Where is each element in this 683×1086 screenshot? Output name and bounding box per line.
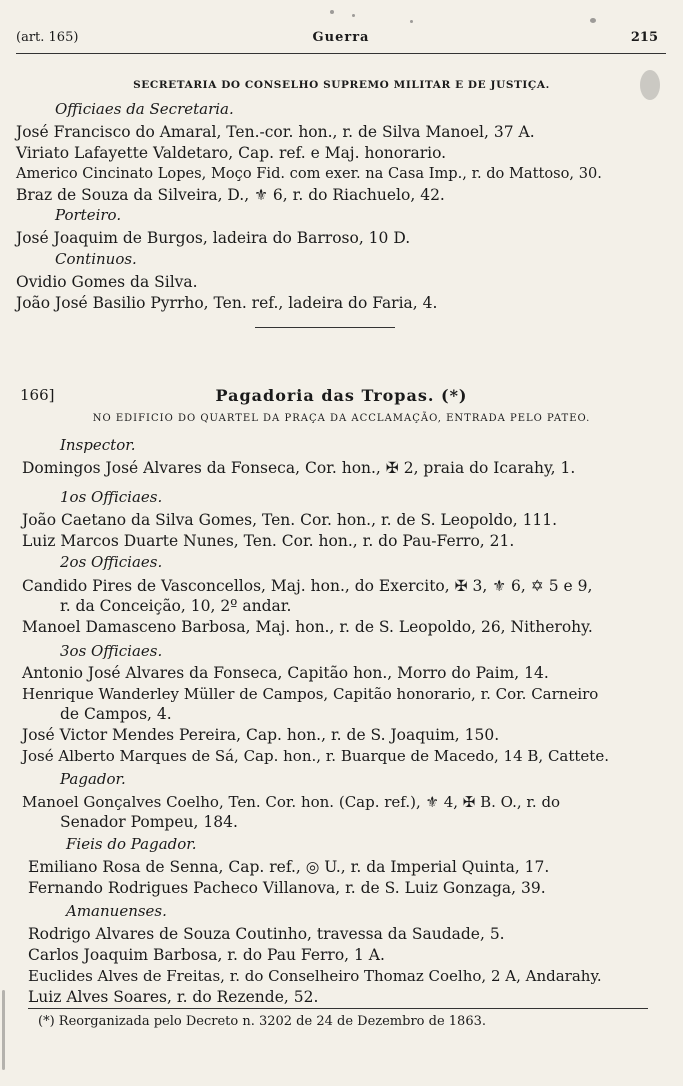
list-item-continuation: Senador Pompeu, 184. [60,813,238,831]
list-item: João José Basilio Pyrrho, Ten. ref., ladeira do Faria, 4. [16,294,438,312]
role-terceiros-officiaes: 3os Officiaes. [60,642,163,660]
list-item: Domingos José Alvares da Fonseca, Cor. hon., ✠ 2, praia do Icarahy, 1. [22,459,576,477]
ink-speck [330,10,334,14]
section-address: NO EDIFICIO DO QUARTEL DA PRAÇA DA ACCLAMAÇÃO, ENTRADA PELO PATEO. [92,413,591,424]
header-title: Guerra [312,30,370,45]
role-segundos-officiaes: 2os Officiaes. [60,553,163,571]
page-number: 215 [630,30,658,45]
list-item: Candido Pires de Vasconcellos, Maj. hon., do Exercito, ✠ 3, ⚜ 6, ✡ 5 e 9, [22,577,593,595]
ink-speck [2,990,5,1070]
list-item: Fernando Rodrigues Pacheco Villanova, r. de S. Luiz Gonzaga, 39. [28,879,546,897]
list-item: Braz de Souza da Silveira, D., ⚜ 6, r. do Riachuelo, 42. [16,186,445,204]
role-inspector: Inspector. [60,436,136,454]
ink-speck [352,14,355,17]
role-pagador: Pagador. [60,770,126,788]
list-item: José Victor Mendes Pereira, Cap. hon., r. de S. Joaquim, 150. [22,726,500,744]
section-title-pagadoria: Pagadoria das Tropas. (*) [215,386,468,405]
list-item-continuation: r. da Conceição, 10, 2º andar. [60,597,292,615]
list-item: Emiliano Rosa de Senna, Cap. ref., ◎ U., r. da Imperial Quinta, 17. [28,858,550,876]
role-primeiros-officiaes: 1os Officiaes. [60,488,163,506]
list-item-continuation: de Campos, 4. [60,705,172,723]
list-item: José Alberto Marques de Sá, Cap. hon., r. Buarque de Macedo, 14 B, Cattete. [22,747,609,765]
ink-speck [410,20,413,23]
header-rule [16,53,666,54]
section-divider [255,327,395,328]
running-header [16,30,666,50]
role-porteiro: Porteiro. [55,206,122,224]
list-item: Viriato Lafayette Valdetaro, Cap. ref. e Maj. honorario. [16,144,447,162]
role-officiaes-secretaria: Officiaes da Secretaria. [55,100,234,118]
role-continuos: Continuos. [55,250,137,268]
list-item: Manoel Damasceno Barbosa, Maj. hon., r. de S. Leopoldo, 26, Nitherohy. [22,618,593,636]
list-item: Antonio José Alvares da Fonseca, Capitão hon., Morro do Paim, 14. [22,664,549,682]
list-item: José Joaquim de Burgos, ladeira do Barroso, 10 D. [16,229,411,247]
footnote-rule [28,1008,648,1009]
list-item: Luiz Marcos Duarte Nunes, Ten. Cor. hon., r. do Pau-Ferro, 21. [22,532,515,550]
list-item: Carlos Joaquim Barbosa, r. do Pau Ferro, 1 A. [28,946,385,964]
header-article: (art. 165) [16,30,79,45]
list-item: Euclides Alves de Freitas, r. do Conselheiro Thomaz Coelho, 2 A, Andarahy. [28,967,602,985]
list-item: José Francisco do Amaral, Ten.-cor. hon., r. de Silva Manoel, 37 A. [16,123,535,141]
article-number: 166] [20,386,55,404]
list-item: Henrique Wanderley Müller de Campos, Capitão honorario, r. Cor. Carneiro [22,685,599,703]
list-item: Ovidio Gomes da Silva. [16,273,198,291]
list-item: Luiz Alves Soares, r. do Rezende, 52. [28,988,319,1006]
role-fieis-do-pagador: Fieis do Pagador. [66,835,197,853]
list-item: Americo Cincinato Lopes, Moço Fid. com exer. na Casa Imp., r. do Mattoso, 30. [16,165,602,182]
role-amanuenses: Amanuenses. [66,902,167,920]
list-item: Rodrigo Alvares de Souza Coutinho, travessa da Saudade, 5. [28,925,505,943]
ink-speck [590,18,596,23]
section-title-secretaria: SECRETARIA DO CONSELHO SUPREMO MILITAR E DE JUSTIÇA. [133,79,550,91]
footnote: (*) Reorganizada pelo Decreto n. 3202 de 24 de Dezembro de 1863. [38,1014,486,1029]
list-item: João Caetano da Silva Gomes, Ten. Cor. hon., r. de S. Leopoldo, 111. [22,511,558,529]
list-item: Manoel Gonçalves Coelho, Ten. Cor. hon. (Cap. ref.), ⚜ 4, ✠ B. O., r. do [22,793,561,811]
